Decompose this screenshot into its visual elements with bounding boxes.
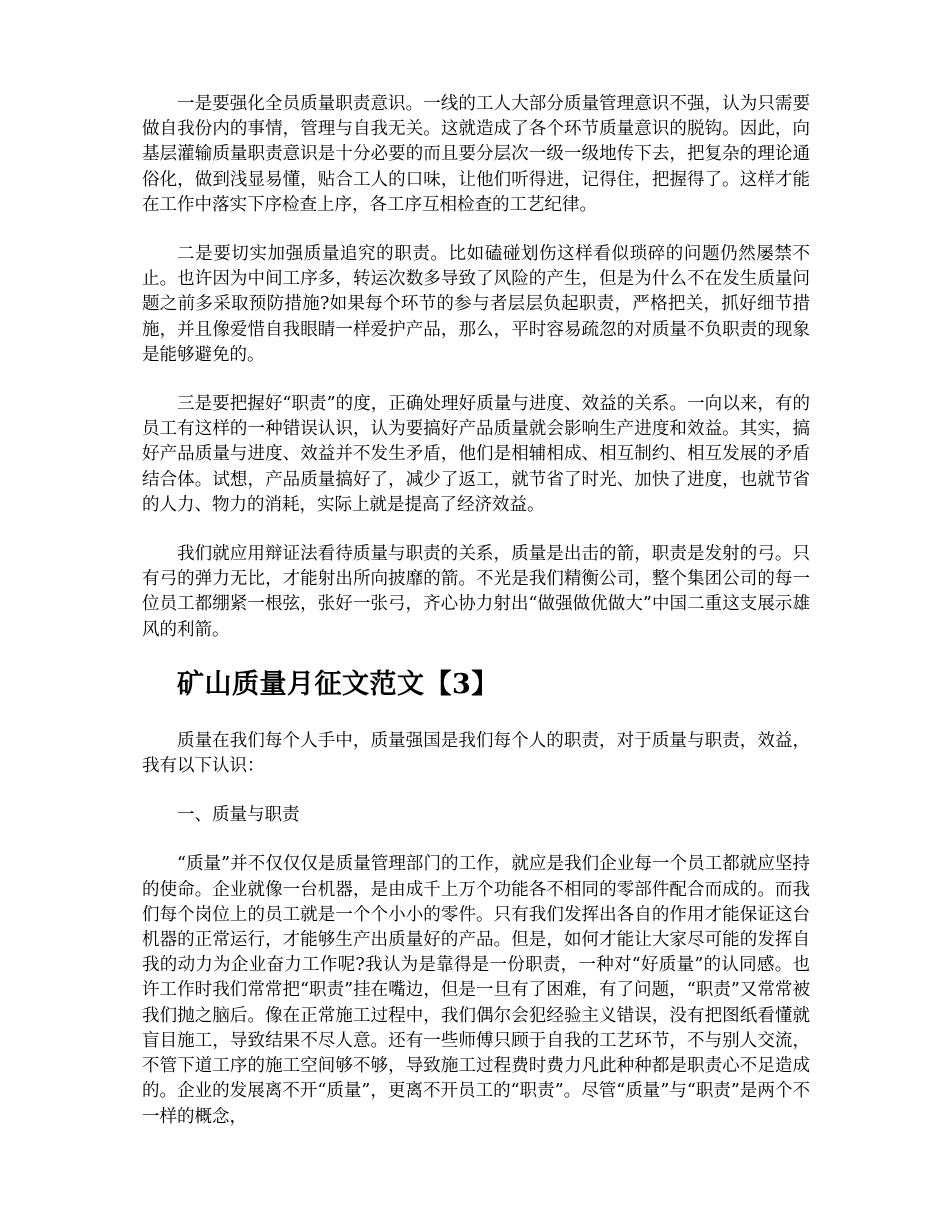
intro-paragraph: 质量在我们每个人手中，质量强国是我们每个人的职责，对于质量与职责，效益，我有以下认识： <box>142 730 810 777</box>
body-paragraph: “质量”并不仅仅仅是质量管理部门的工作，就应是我们企业每一个员工都就应坚持的使命。企业就像一台机器，是由成千上万个功能各不相同的零部件配合而成的。而我们每个岗位上的员工就是一个个小小的零件。只有我们发挥出各自的作用才能保证这台机器的正常运行，才能够生产出质量好的产品。但是，如何才能让大家尽可能的发挥自我的动力为企业奋力工作呢?我认为是靠得是一份职责，一种对“好质量”的认同感。也许工作时我们常常把“职责”挂在嘴边，但是一旦有了困难，有了问题，“职责”又常常被我们抛之脑后。像在正常施工过程中，我们偶尔会犯经验主义错误，没有把图纸看懂就盲目施工，导致结果不尽人意。还有一些师傅只顾于自我的工艺环节，不与别人交流，不管下道工序的施工空间够不够，导致施工过程费时费力凡此种种都是职责心不足造成的。企业的发展离不开“质量”，更离不开员工的“职责”。尽管“质量”与“职责”是两个不一样的概念， <box>142 854 810 1127</box>
paragraph-3: 三是要把握好“职责”的度，正确处理好质量与进度、效益的关系。一向以来，有的员工有这样的一种错误认识，认为要搞好产品质量就会影响生产进度和效益。其实，搞好产品质量与进度、效益并不发生矛盾，他们是相辅相成、相互制约、相互发展的矛盾结合体。试想，产品质量搞好了，减少了返工，就节省了时光、加快了进度，也就节省的人力、物力的消耗，实际上就是提高了经济效益。 <box>142 394 810 515</box>
subheading: 一、质量与职责 <box>177 805 300 826</box>
paragraph-4: 我们就应用辩证法看待质量与职责的关系，质量是出击的箭，职责是发射的弓。只有弓的弹力无比，才能射出所向披靡的箭。不光是我们精衡公司，整个集团公司的每一位员工都绷紧一根弦，张好一张弓，齐心协力射出“做强做优做大”中国二重这支展示雄风的利箭。 <box>142 544 810 640</box>
paragraph-2: 二是要切实加强质量追究的职责。比如磕碰划伤这样看似琐碎的问题仍然屡禁不止。也许因为中间工序多，转运次数多导致了风险的产生，但是为什么不在发生质量问题之前多采取预防措施?如果每个环节的参与者层层负起职责，严格把关，抓好细节措施，并且像爱惜自我眼睛一样爱护产品，那么，平时容易疏忽的对质量不负职责的现象是能够避免的。 <box>142 244 810 365</box>
paragraph-1: 一是要强化全员质量职责意识。一线的工人大部分质量管理意识不强，认为只需要做自我份内的事情，管理与自我无关。这就造成了各个环节质量意识的脱钩。因此，向基层灌输质量职责意识是十分必要的而且要分层次一级一级地传下去，把复杂的理论通俗化，做到浅显易懂，贴合工人的口味，让他们听得进，记得住，把握得了。这样才能在工作中落实下序检查上序，各工序互相检查的工艺纪律。 <box>142 94 810 215</box>
document-page <box>142 92 810 1154</box>
section-heading: 矿山质量月征文范文【3】 <box>177 668 499 700</box>
